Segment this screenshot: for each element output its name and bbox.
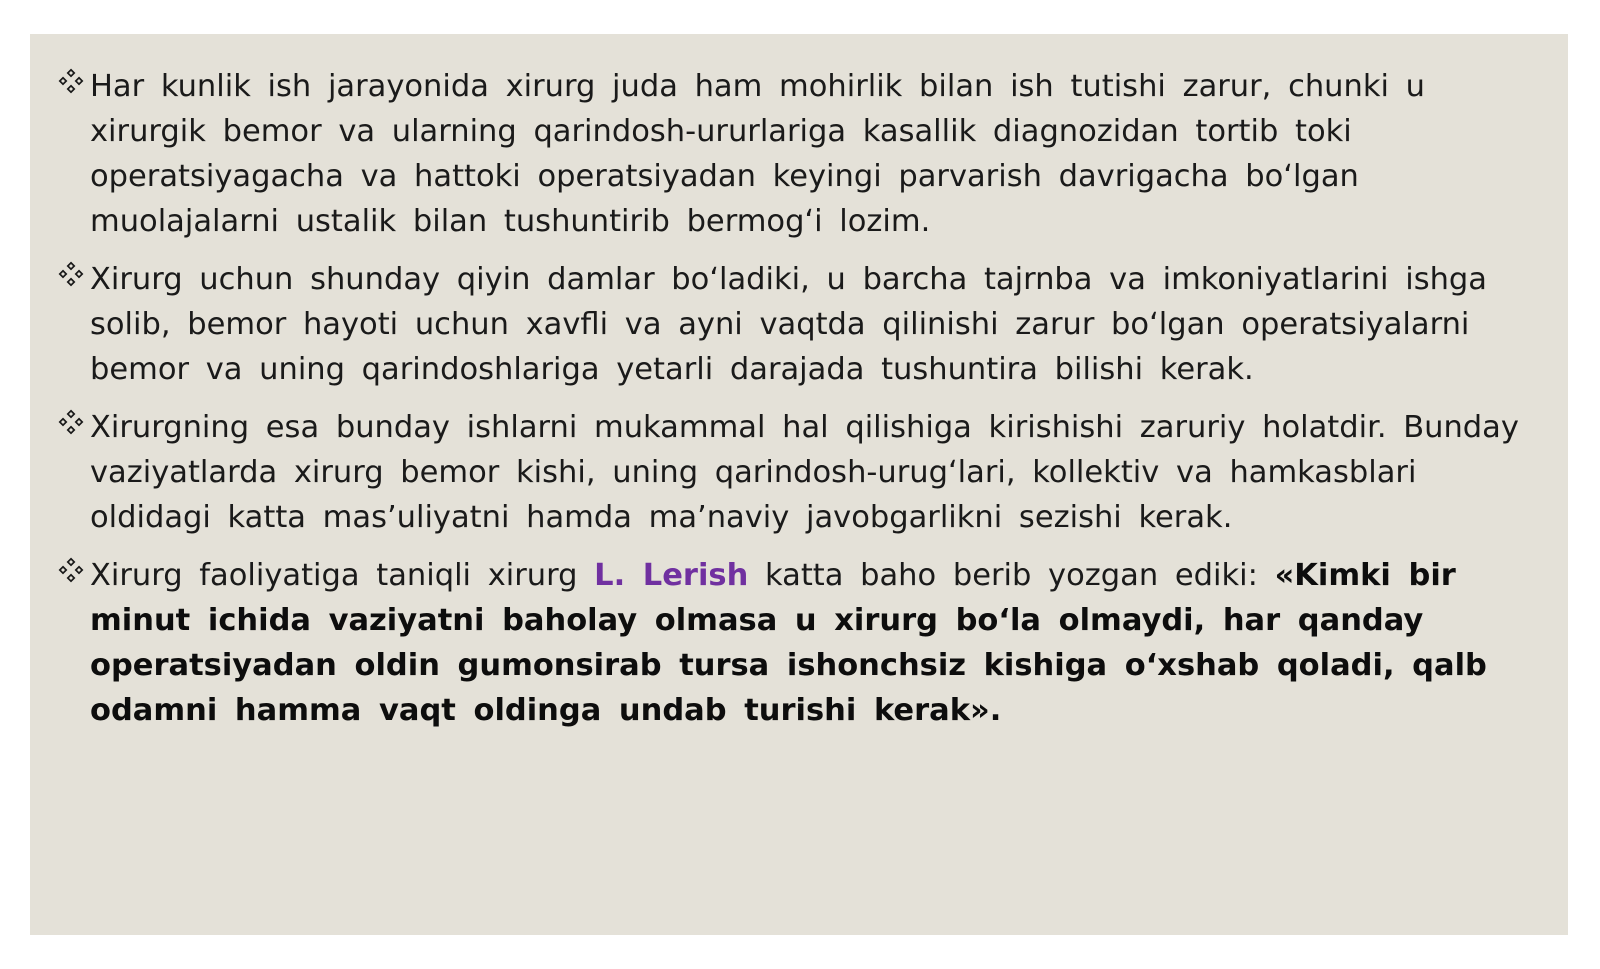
bullet-item-2 bbox=[58, 257, 1546, 392]
quote-text: «Kimki bir minut ichida vaziyatni baholay olmasa u xirurg bo‘la olmaydi, har qanday operatsiyadan oldin gumonsirab tursa ishonchsiz kishiga o‘xshab qoladi, qalb odamni hamma vaqt oldinga undab turishi kerak». bbox=[90, 558, 1487, 728]
bullet-text-3: Xirurgning esa bunday ishlarni mukammal hal qilishiga kirishishi zaruriy holatdir. Bunday vaziyatlarda xirurg bemor kishi, uning qarindosh-urug‘lari, kollektiv va hamkasblari oldidagi katta mas’uliyatni hamda ma’naviy javobgarlikni sezishi kerak. bbox=[90, 410, 1519, 535]
bullet-text-1: Har kunlik ish jarayonida xirurg juda ham mohirlik bilan ish tutishi zarur, chunki u xirurgik bemor va ularning qarindosh-ururlariga kasallik diagnozidan tortib toki operatsiyagacha va hattoki operatsiyadan keyingi parvarish davrigacha bo‘lgan muolajalarni ustalik bilan tushuntirib bermog‘i lozim. bbox=[90, 69, 1425, 239]
bullet-item-3 bbox=[58, 405, 1546, 540]
bullet-4-text-after: katta baho berib yozgan ediki: bbox=[765, 558, 1258, 593]
four-diamond-bullet-icon bbox=[58, 68, 84, 94]
bullet-item-4 bbox=[58, 553, 1546, 733]
bullet-list bbox=[58, 64, 1546, 746]
bullet-text-2: Xirurg uchun shunday qiyin damlar bo‘ladiki, u barcha tajrnba va imkoniyatlarini ishga solib, bemor hayoti uchun xavfli va ayni vaqtda qilinishi zarur bo‘lgan operatsiyalarni bemor va uning qarindoshlariga yetarli darajada tushuntira bilishi kerak. bbox=[90, 262, 1487, 387]
four-diamond-bullet-icon bbox=[58, 261, 84, 287]
four-diamond-bullet-icon bbox=[58, 409, 84, 435]
slide-content-panel bbox=[30, 34, 1568, 935]
bullet-text-4 bbox=[80, 553, 1546, 733]
bullet-4-text-before: Xirurg faoliyatiga taniqli xirurg bbox=[90, 558, 578, 593]
author-name: L. Lerish bbox=[594, 558, 749, 593]
four-diamond-bullet-icon bbox=[58, 557, 84, 583]
bullet-item-1 bbox=[58, 64, 1546, 244]
